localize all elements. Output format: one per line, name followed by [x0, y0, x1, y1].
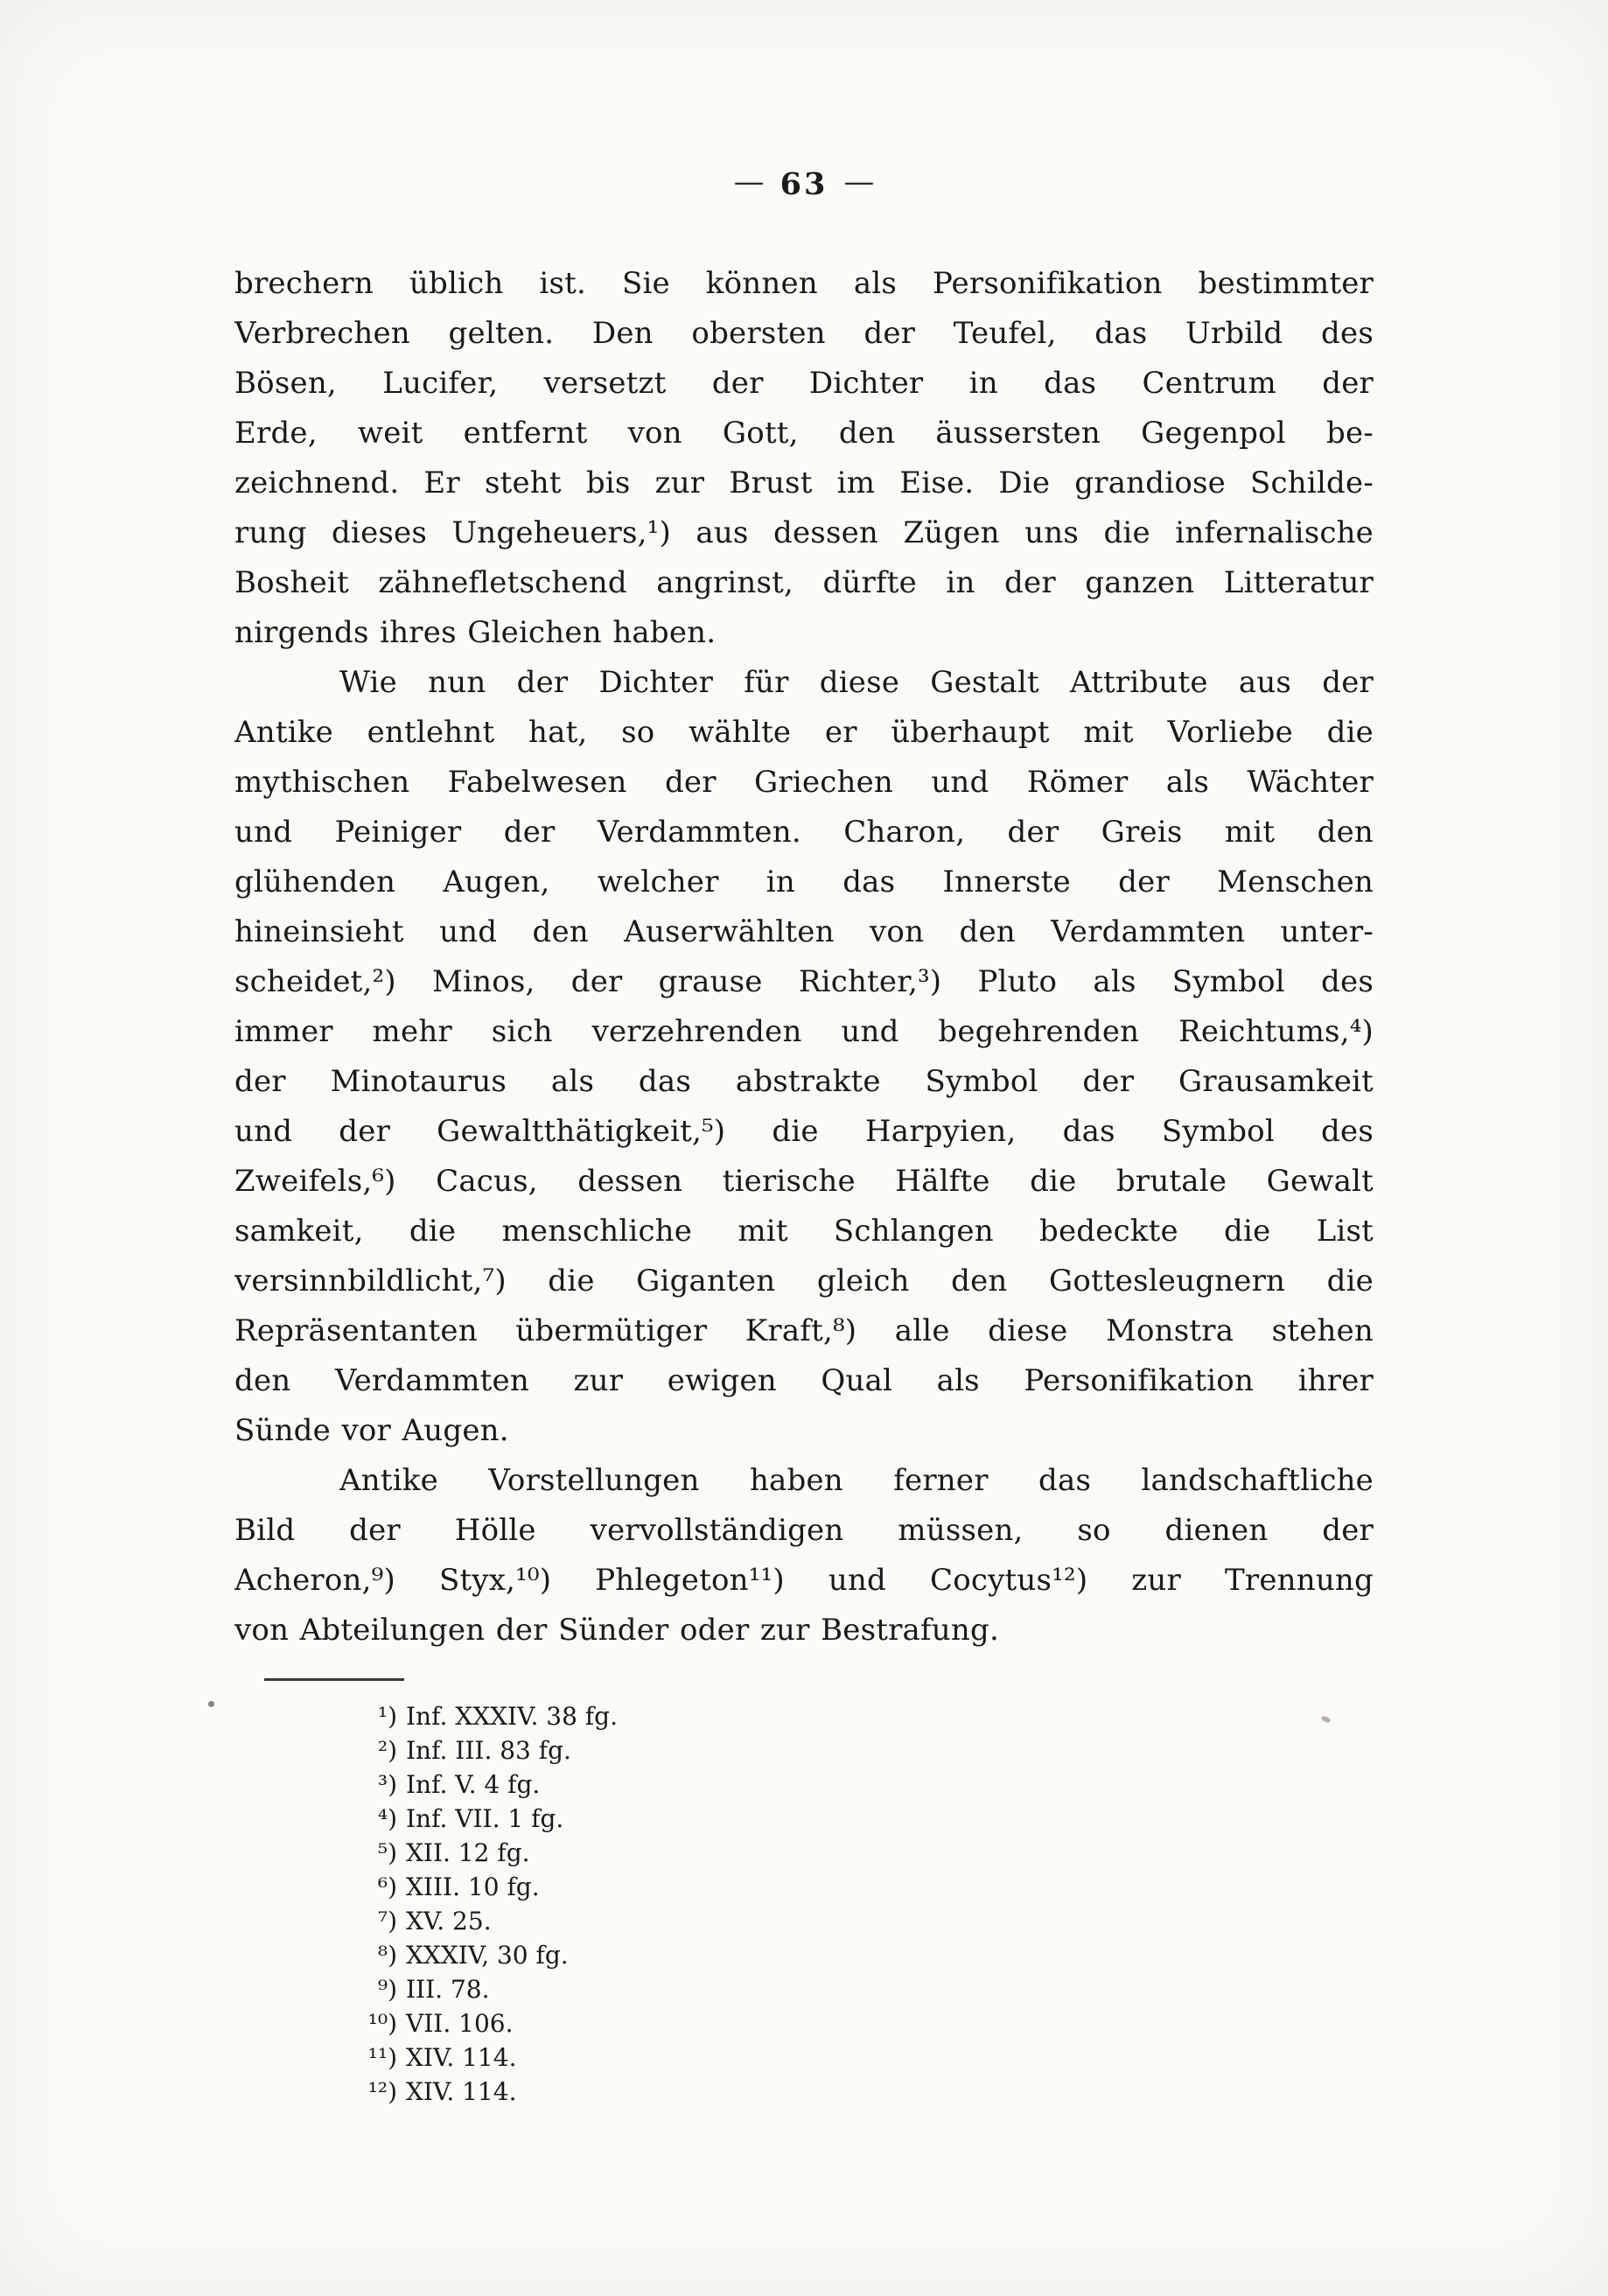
text-line: und Peiniger der Verdammten. Charon, der Greis mit den	[234, 815, 1374, 850]
footnote-text: XII. 12 fg.	[406, 1838, 530, 1867]
footnote-item	[234, 2040, 1374, 2075]
footnote-marker: ⁹)	[377, 1975, 397, 2004]
text-line: scheidet,²) Minos, der grause Richter,³) Pluto als Symbol des	[234, 964, 1374, 999]
body-text	[234, 259, 1374, 1656]
text-line: Antike Vorstellungen haben ferner das landschaftliche	[339, 1463, 1374, 1498]
text-line: hineinsieht und den Auserwählten von den Verdammten unter-	[234, 914, 1374, 949]
footnote-text: Inf. XXXIV. 38 fg.	[406, 1702, 618, 1731]
text-line: Bosheit zähnefletschend angrinst, dürfte in der ganzen Litteratur	[234, 565, 1374, 600]
text-line: Bild der Hölle vervollständigen müssen, so dienen der	[234, 1513, 1374, 1548]
footnote-marker: ⁸)	[377, 1941, 397, 1970]
footnote-item	[234, 1733, 1374, 1768]
text-line: Antike entlehnt hat, so wählte er überhaupt mit Vorliebe die	[234, 715, 1374, 750]
footnote-marker: ²)	[377, 1736, 397, 1765]
footnote-marker: ⁵)	[377, 1838, 397, 1867]
footnote-item	[234, 2006, 1374, 2040]
text-line: Acheron,⁹) Styx,¹⁰) Phlegeton¹¹) und Cocytus¹²) zur Trennung	[234, 1563, 1374, 1598]
footnote-item	[234, 1699, 1374, 1733]
text-line: versinnbildlicht,⁷) die Giganten gleich den Gottesleugnern die	[234, 1264, 1374, 1298]
text-line: der Minotaurus als das abstrakte Symbol der Grausamkeit	[234, 1064, 1374, 1099]
footnote-separator	[264, 1678, 404, 1681]
text-line: den Verdammten zur ewigen Qual als Personifikation ihrer	[234, 1363, 1374, 1398]
footnote-text: XIV. 114.	[406, 2077, 517, 2106]
page-number-right-dash: —	[843, 164, 875, 200]
footnote-item	[234, 1870, 1374, 1904]
footnote-marker: ¹²)	[367, 2077, 397, 2106]
footnote-text: Inf. V. 4 fg.	[406, 1770, 541, 1799]
text-line: zeichnend. Er steht bis zur Brust im Eise. Die grandiose Schilde-	[234, 466, 1374, 500]
footnote-item	[234, 2075, 1374, 2109]
footnote-text: Inf. VII. 1 fg.	[406, 1804, 564, 1833]
text-line: Verbrechen gelten. Den obersten der Teufel, das Urbild des	[234, 316, 1374, 351]
paragraph	[234, 259, 1374, 658]
text-line: Erde, weit entfernt von Gott, den äussersten Gegenpol be-	[234, 416, 1374, 451]
text-line: Repräsentanten übermütiger Kraft,⁸) alle diese Monstra stehen	[234, 1313, 1374, 1348]
text-line: glühenden Augen, welcher in das Innerste der Menschen	[234, 864, 1374, 900]
text-line: und der Gewaltthätigkeit,⁵) die Harpyien, das Symbol des	[234, 1114, 1374, 1149]
text-line: von Abteilungen der Sünder oder zur Bestrafung.	[234, 1613, 999, 1648]
footnote-marker: ¹¹)	[367, 2043, 397, 2072]
footnote-item	[234, 1904, 1374, 1938]
text-line: samkeit, die menschliche mit Schlangen bedeckte die List	[234, 1214, 1374, 1249]
paragraph	[234, 1456, 1374, 1656]
footnote-text: XIII. 10 fg.	[406, 1872, 540, 1901]
scan-speck-icon	[208, 1701, 214, 1707]
footnote-item	[234, 1836, 1374, 1870]
text-line: Sünde vor Augen.	[234, 1413, 509, 1448]
footnote-text: VII. 106.	[406, 2009, 514, 2038]
footnote-marker: ³)	[377, 1770, 397, 1799]
footnote-marker: ⁶)	[377, 1872, 397, 1901]
footnote-text: Inf. III. 83 fg.	[406, 1736, 571, 1765]
footnote-marker: ¹⁰)	[367, 2009, 397, 2038]
footnote-text: III. 78.	[406, 1975, 490, 2004]
text-line: immer mehr sich verzehrenden und begehrenden Reichtums,⁴)	[234, 1014, 1374, 1049]
page-number	[234, 164, 1374, 205]
footnotes	[234, 1699, 1374, 2109]
footnote-text: XXXIV, 30 fg.	[406, 1941, 569, 1970]
footnote-text: XIV. 114.	[406, 2043, 517, 2072]
footnote-item	[234, 1972, 1374, 2006]
text-line: Wie nun der Dichter für diese Gestalt Attribute aus der	[339, 665, 1374, 700]
footnote-item	[234, 1768, 1374, 1802]
footnote-item	[234, 1938, 1374, 1972]
footnote-marker: ⁴)	[377, 1804, 397, 1833]
footnote-text: XV. 25.	[406, 1907, 492, 1936]
text-line: nirgends ihres Gleichen haben.	[234, 615, 717, 650]
footnote-marker: ¹)	[377, 1702, 397, 1731]
text-line: Zweifels,⁶) Cacus, dessen tierische Hälfte die brutale Gewalt	[234, 1164, 1374, 1199]
page-number-left-dash: —	[733, 164, 765, 200]
text-line: mythischen Fabelwesen der Griechen und Römer als Wächter	[234, 765, 1374, 800]
text-line: brechern üblich ist. Sie können als Personifikation bestimmter	[234, 266, 1374, 301]
footnote-item	[234, 1802, 1374, 1836]
footnote-marker: ⁷)	[377, 1907, 397, 1936]
text-line: Bösen, Lucifer, versetzt der Dichter in das Centrum der	[234, 366, 1374, 401]
text-line: rung dieses Ungeheuers,¹) aus dessen Zügen uns die infernalische	[234, 515, 1374, 550]
page-number-value: 63	[780, 166, 828, 202]
paragraph	[234, 658, 1374, 1456]
